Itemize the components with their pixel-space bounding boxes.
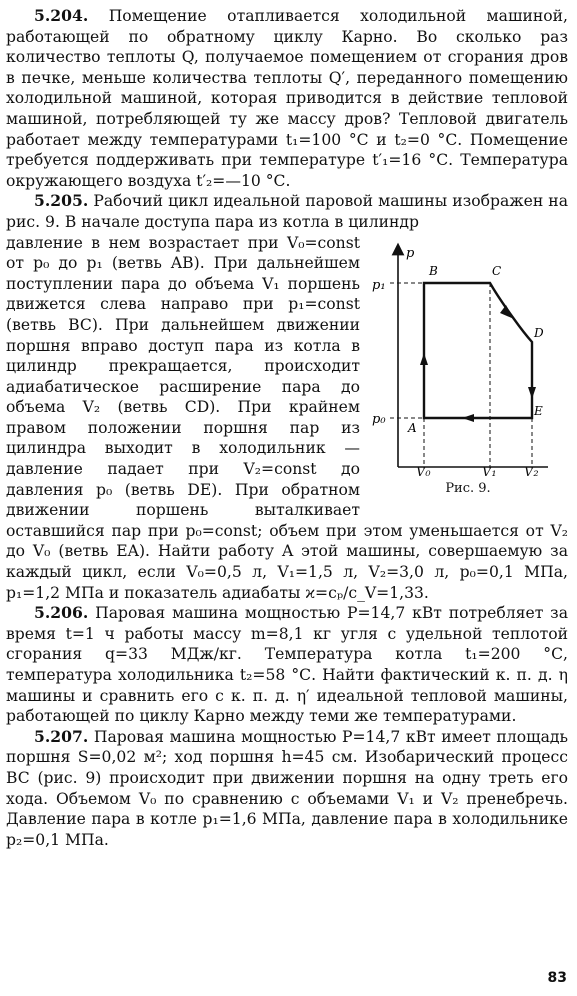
problem-text: Паровая машина мощностью P=14,7 кВт имеет площадь поршня S=0,02 м²; ход поршня h=45 см. Изобарический процесс BC (рис. 9) происходит при движении поршня на одну треть его хода. Объемом V₀ по сравнению с объемами V₁ и V₂ пренебречь. Давление пара в котле p₁=1,6 МПа, давление пара в холодильнике p₂=0,1 МПа. bbox=[6, 727, 568, 849]
axis-p-label: p bbox=[406, 245, 415, 261]
point-e: E bbox=[534, 403, 543, 418]
point-d: D bbox=[534, 325, 544, 340]
arrow-ea bbox=[462, 414, 474, 422]
label-v0: V₀ bbox=[416, 464, 431, 480]
pv-diagram bbox=[368, 237, 568, 477]
problem-text: давление в нем возрастает при V₀=const от p₀ до p₁ (ветвь AB). При дальнейшем поступлении пара до объема V₁ поршень движется слева направо при p₁=const (ветвь BC). При дальнейшем движении поршня вправо доступ пара из котла в цилиндр прекращается, происходит адиабатическое расширение пара до объема V₂ (ветвь CD). При крайнем правом положении поршня пар из цилиндра выходит в холодильник — давление падает при V₂=const до давления p₀ (ветвь DE). При обратном движении поршень выталкивает оставшийся пар при p₀=const; объем при этом уменьшается от V₂ до V₀ (ветвь EA). Найти работу A этой машины, совершаемую за каждый цикл, если V₀=0,5 л, V₁=1,5 л, V₂=3,0 л, p₀=0,1 МПа, p₁=1,2 МПа и показатель адиабаты ϰ=cₚ/c_V=1,33. bbox=[6, 233, 568, 602]
problem-number: 5.205. bbox=[34, 191, 89, 211]
problem-5-205-intro bbox=[6, 191, 568, 232]
problem-5-206 bbox=[6, 603, 568, 727]
label-p0: p₀ bbox=[372, 411, 386, 427]
point-c: C bbox=[492, 263, 502, 278]
problem-number: 5.206. bbox=[34, 603, 89, 623]
problem-5-204 bbox=[6, 6, 568, 191]
cycle-path bbox=[424, 283, 532, 418]
problem-number: 5.204. bbox=[34, 6, 89, 25]
problem-text: Паровая машина мощностью P=14,7 кВт потребляет за время t=1 ч работы массу m=8,1 кг угля с удельной теплотой сгорания q=33 МДж/кг. Температура котла t₁=200 °С, температура холодильника t₂=58 °С. Найти фактический к. п. д. η машины и сравнить его с к. п. д. η′ идеальной тепловой машины, работающей по циклу Карно между теми же температурами. bbox=[6, 604, 568, 726]
label-v2: V₂ bbox=[524, 464, 539, 480]
arrow-de bbox=[528, 387, 536, 399]
problem-text: Помещение отапливается холодильной машиной, работающей по обратному циклу Карно. Во сколько раз количество теплоты Q, получаемое помещением от сгорания дров в печке, меньше количества теплоты Q′, переданного помещению холодильной машиной, которая приводится в действие тепловой машиной, потребляющей ту же массу дров? Тепловой двигатель работает между температурами t₁=100 °С и t₂=0 °С. Помещение требуется поддерживать при температуре t′₁=16 °С. Температура окружающего воздуха t′₂=—10 °С. bbox=[6, 7, 568, 190]
figure-caption: Рис. 9. bbox=[445, 480, 491, 496]
point-a: A bbox=[408, 420, 417, 435]
problem-5-207 bbox=[6, 727, 568, 851]
point-b: B bbox=[429, 263, 438, 278]
problem-number: 5.207. bbox=[34, 726, 89, 746]
problem-text: Рабочий цикл идеальной паровой машины изображен на рис. 9. В начале доступа пара из котла в цилиндр bbox=[6, 192, 568, 231]
arrow-ab bbox=[420, 353, 428, 365]
page-number: 83 bbox=[547, 970, 567, 986]
arrow-cd bbox=[500, 305, 514, 319]
page-content bbox=[6, 6, 568, 850]
label-v1: V₁ bbox=[482, 464, 497, 480]
label-p1: p₁ bbox=[372, 277, 386, 293]
figure-9 bbox=[368, 237, 568, 501]
